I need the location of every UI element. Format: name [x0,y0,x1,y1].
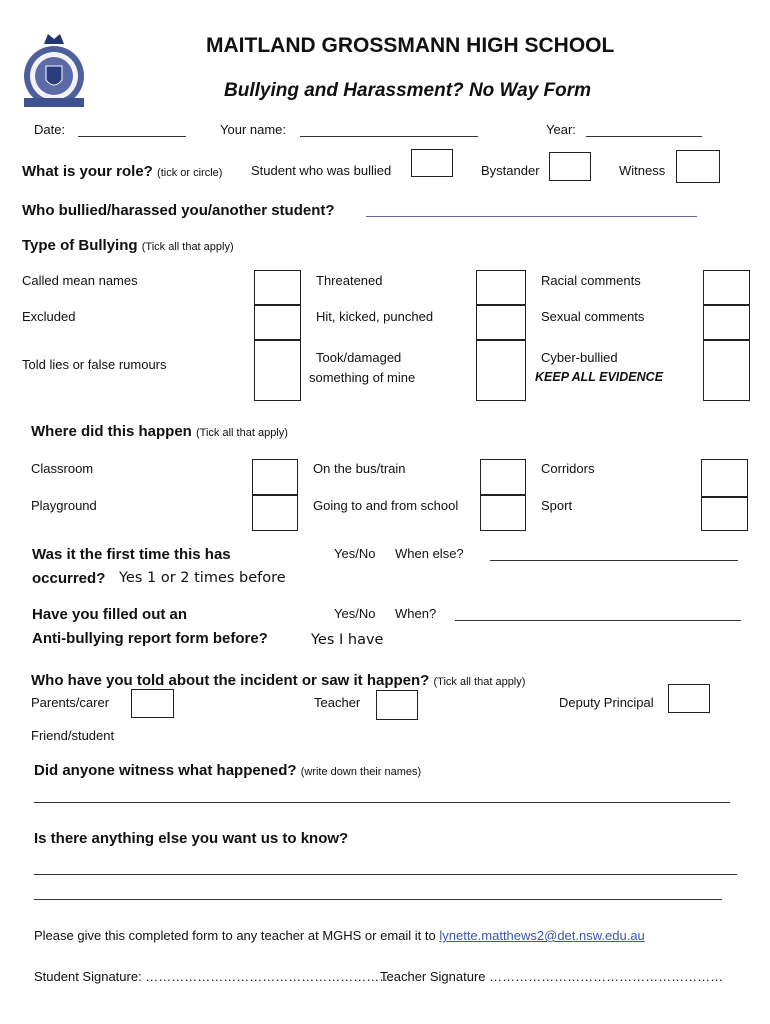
role-bullied-checkbox[interactable] [411,149,453,177]
report-question-2: Anti-bullying report form before? [32,630,268,647]
name-field[interactable] [300,136,478,137]
bully-excluded-checkbox[interactable] [254,305,301,340]
where-corridors: Corridors [541,461,595,476]
told-parents: Parents/carer [31,695,110,710]
told-parents-checkbox[interactable] [131,689,174,718]
role-option-bystander: Bystander [481,163,540,178]
report-question-1: Have you filled out an [32,606,188,623]
where-to-from-checkbox[interactable] [480,495,526,531]
where-playground-checkbox[interactable] [252,495,298,531]
bully-cyber-checkbox[interactable] [703,340,750,401]
report-answer[interactable]: Yes I have [311,632,384,648]
bully-something-of-mine: something of mine [309,370,416,385]
where-playground: Playground [31,498,97,513]
date-label: Date: [34,122,66,137]
bully-cyber: Cyber-bullied [541,350,618,365]
report-when-label: When? [395,606,437,621]
where-bus-train: On the bus/train [313,461,406,476]
bully-called-names: Called mean names [22,273,138,288]
role-bystander-checkbox[interactable] [549,152,591,181]
report-yesno: Yes/No [334,606,376,621]
date-field[interactable] [78,136,186,137]
bully-hit: Hit, kicked, punched [316,309,434,324]
email-link[interactable]: lynette.matthews2@det.nsw.edu.au [439,928,645,943]
bully-excluded: Excluded [22,309,76,324]
where-classroom: Classroom [31,461,94,476]
bully-called-names-checkbox[interactable] [254,270,301,305]
where-sport-checkbox[interactable] [701,497,748,531]
first-time-answer[interactable]: Yes 1 or 2 times before [119,570,286,586]
bully-hit-checkbox[interactable] [476,305,526,340]
bully-took-damaged: Took/damaged [316,350,402,365]
role-option-bullied: Student who was bullied [251,163,392,178]
first-time-question-2: occurred? [32,570,106,587]
bully-threatened-checkbox[interactable] [476,270,526,305]
keep-evidence-note: KEEP ALL EVIDENCE [535,370,664,384]
school-name: MAITLAND GROSSMANN HIGH SCHOOL [206,34,615,57]
anything-else-line-2[interactable] [34,899,722,900]
bully-took-checkbox[interactable] [476,340,526,401]
first-time-yesno: Yes/No [334,546,376,561]
when-else-field[interactable] [490,560,738,561]
role-question: What is your role? (tick or circle) [22,163,223,180]
where-sport: Sport [541,498,573,513]
witness-question: Did anyone witness what happened? (write down their names) [34,762,422,779]
where-bus-checkbox[interactable] [480,459,526,495]
role-witness-checkbox[interactable] [676,150,720,183]
who-field[interactable] [366,216,697,217]
bully-lies-checkbox[interactable] [254,340,301,401]
year-label: Year: [546,122,576,137]
bully-racial-checkbox[interactable] [703,270,750,305]
witness-field[interactable] [34,802,730,803]
where-corridors-checkbox[interactable] [701,459,748,497]
where-title: Where did this happen (Tick all that apply) [31,423,288,440]
bullying-title: Type of Bullying (Tick all that apply) [22,237,234,254]
role-option-witness: Witness [619,163,666,178]
anything-else-question: Is there anything else you want us to know? [34,830,349,847]
told-teacher-checkbox[interactable] [376,690,418,720]
where-to-from-school: Going to and from school [313,498,459,513]
bully-sexual: Sexual comments [541,309,645,324]
report-when-field[interactable] [455,620,741,621]
teacher-signature[interactable]: Teacher Signature ……………………………………………… [380,969,724,984]
told-deputy: Deputy Principal [559,695,654,710]
form-title: Bullying and Harassment? No Way Form [224,80,592,101]
bully-racial: Racial comments [541,273,641,288]
who-question: Who bullied/harassed you/another student? [22,202,335,219]
submit-instruction: Please give this completed form to any teacher at MGHS or email it to lynette.matthews2@det.nsw.edu.au [34,928,645,943]
told-deputy-checkbox[interactable] [668,684,710,713]
anything-else-line-1[interactable] [34,874,737,875]
year-field[interactable] [586,136,702,137]
school-crest-logo [20,30,88,112]
student-signature[interactable]: Student Signature: ………………………………………………… [34,969,393,984]
first-time-question-1: Was it the first time this has [32,546,231,563]
told-friend: Friend/student [31,728,115,743]
bully-sexual-checkbox[interactable] [703,305,750,340]
bully-threatened: Threatened [316,273,383,288]
name-label: Your name: [220,122,287,137]
bully-lies: Told lies or false rumours [22,357,167,372]
told-question: Who have you told about the incident or saw it happen? (Tick all that apply) [31,672,526,689]
where-classroom-checkbox[interactable] [252,459,298,495]
when-else-label: When else? [395,546,464,561]
told-teacher: Teacher [314,695,361,710]
